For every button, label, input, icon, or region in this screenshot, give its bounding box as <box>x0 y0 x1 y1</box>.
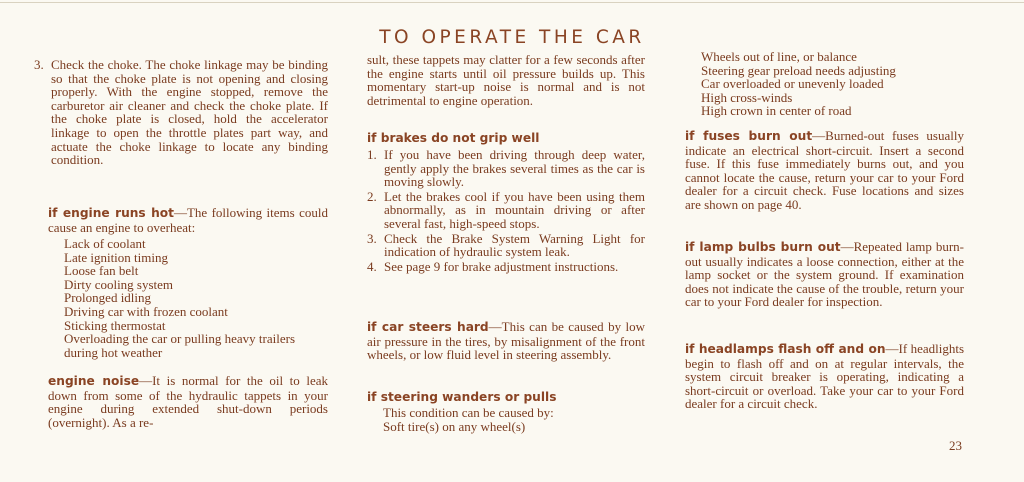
list-item: Overloading the car or pulling heavy trailers during hot weather <box>64 331 296 360</box>
top-rule <box>0 2 1024 3</box>
list-item: Steering gear preload needs adjusting <box>701 62 896 78</box>
fuses-paragraph <box>685 129 964 212</box>
brakes-list <box>367 148 645 273</box>
item-text: Check the choke. The choke linkage may be binding so that the choke plate is not opening and closing properly. With the engine stopped, remove the carburetor air cleaner and check the choke plate. If the choke plate is closed, hold the accelerator linkage to open the throttle plates part way, and actuate the choke linkage to locate any binding condition. <box>51 57 328 168</box>
page-number: 23 <box>949 438 962 453</box>
list-item: High crown in center of road <box>701 103 852 119</box>
paragraph-text: —The following items could cause an engine to overheat: <box>48 205 328 235</box>
list-item: Car overloaded or unevenly loaded <box>701 76 884 92</box>
item-number: 3. <box>34 57 44 72</box>
brakes-heading-line <box>367 131 645 146</box>
list-item: Loose fan belt <box>64 263 139 279</box>
item-number: 4. <box>367 258 377 274</box>
list-item: Sticking thermostat <box>64 317 166 333</box>
paragraph-text: —Repeated lamp burn-out usually indicates a loose connection, either at the lamp socket or the system ground. If examination does not indicate the cause of the trouble, return your car to your Ford dealer for inspection. <box>685 239 965 310</box>
section-heading: if lamp bulbs burn out <box>685 240 841 254</box>
paragraph-text: —It is normal for the oil to leak down from some of the hydraulic tappets in your engine during extended shut-down periods (overnight). As a re- <box>48 373 328 430</box>
paragraph-text: —This can be caused by low air pressure in the tires, by misalignment of the front wheels, or low fluid level in steering assembly. <box>367 319 645 363</box>
wanders-intro-list <box>367 406 645 433</box>
item-text: Let the brakes cool if you have been using them abnormally, as in mountain driving or after several fast, high-speed stops. <box>384 188 645 231</box>
list-item <box>367 232 645 259</box>
headlamps-paragraph <box>685 342 964 411</box>
section-heading: if fuses burn out <box>685 129 813 143</box>
paragraph-text: —If headlights begin to flash off and on at regular intervals, the system circuit breaker is operating, indicating a short-circuit or overload. Take your car to your Ford dealer for a circuit check. <box>685 341 965 412</box>
choke-item <box>34 58 328 167</box>
section-heading: if engine runs hot <box>48 206 174 220</box>
list-item: Prolonged idling <box>64 290 152 306</box>
section-heading: if steering wanders or pulls <box>367 390 557 404</box>
section-heading: if brakes do not grip well <box>367 131 540 145</box>
continued-paragraph: sult, these tappets may clatter for a few seconds after the engine starts until oil pressure builds up. This momentary start-up noise is normal and is not detrimental to engine operation. <box>367 52 645 108</box>
list-item: Driving car with frozen coolant <box>64 303 228 319</box>
list-item: Dirty cooling system <box>64 276 174 292</box>
section-heading: engine noise <box>48 374 140 388</box>
item-text: See page 9 for brake adjustment instructions. <box>384 258 619 274</box>
list-item <box>367 190 645 231</box>
list-item: Late ignition timing <box>64 249 168 265</box>
item-text: If you have been driving through deep water, gently apply the brakes several times as the car is moving slowly. <box>384 147 645 190</box>
wanders-heading-line <box>367 390 645 405</box>
wanders-causes-list <box>685 50 964 118</box>
paragraph-text: —Burned-out fuses usually indicate an electrical short-circuit. Insert a second fuse. If this fuse immediately burns out, and you cannot locate the cause, return your car to your Ford dealer for a circuit check. Fuse locations and sizes are shown on page 40. <box>685 128 964 212</box>
section-heading: if headlamps flash off and on <box>685 342 886 356</box>
list-item <box>367 260 645 274</box>
steers-hard-paragraph <box>367 320 645 362</box>
list-item: Wheels out of line, or balance <box>701 49 857 64</box>
item-number: 1. <box>367 147 377 162</box>
item-number: 2. <box>367 188 377 204</box>
page-title: TO OPERATE THE CAR <box>379 27 645 48</box>
list-item: Soft tire(s) on any wheel(s) <box>383 418 526 434</box>
section-heading: if car steers hard <box>367 320 489 334</box>
list-item <box>367 148 645 189</box>
lamp-bulbs-paragraph <box>685 240 964 309</box>
list-item: Lack of coolant <box>64 236 146 251</box>
engine-noise-paragraph <box>48 374 328 429</box>
list-item: High cross-winds <box>701 89 793 105</box>
engine-hot-paragraph <box>48 206 328 234</box>
list-intro: This condition can be caused by: <box>383 405 554 420</box>
item-text: Check the Brake System Warning Light for indication of hydraulic system leak. <box>384 230 645 260</box>
overheat-causes-list <box>48 237 328 359</box>
item-number: 3. <box>367 230 377 246</box>
